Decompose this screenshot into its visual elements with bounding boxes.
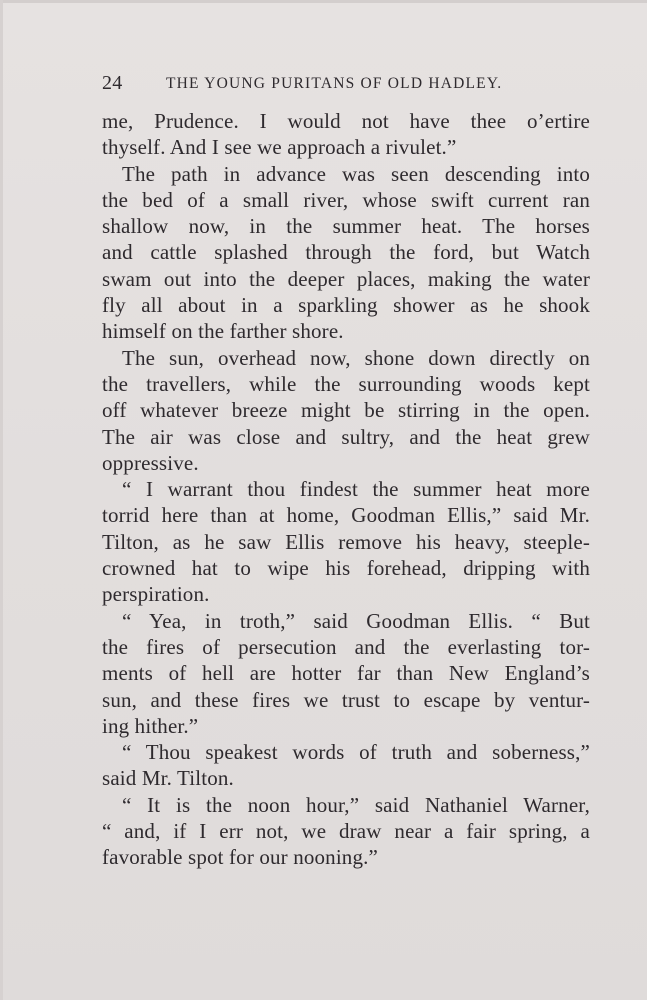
text-line: The sun, overhead now, shone down directly on bbox=[122, 345, 590, 370]
text-line: swam out into the deeper places, making the water bbox=[102, 266, 590, 291]
page-number: 24 bbox=[102, 72, 123, 94]
text-line: favorable spot for our nooning.” bbox=[102, 845, 378, 870]
text-line: torrid here than at home, Goodman Ellis,” said Mr. bbox=[102, 503, 590, 528]
text-line: off whatever breeze might be stirring in the open. bbox=[102, 398, 590, 423]
running-title: THE YOUNG PURITANS OF OLD HADLEY. bbox=[166, 75, 503, 92]
text-line: said Mr. Tilton. bbox=[102, 766, 234, 791]
text-line: “ It is the noon hour,” said Nathaniel Warner, bbox=[122, 792, 590, 817]
running-header bbox=[102, 72, 542, 98]
text-line: thyself. And I see we approach a rivulet.” bbox=[102, 135, 457, 160]
text-line: ments of hell are hotter far than New England’s bbox=[102, 661, 590, 686]
text-line: shallow now, in the summer heat. The horses bbox=[102, 214, 590, 239]
text-line: “ and, if I err not, we draw near a fair spring, a bbox=[102, 819, 590, 844]
text-line: perspiration. bbox=[102, 582, 210, 607]
text-line: me, Prudence. I would not have thee o’ertire bbox=[102, 109, 590, 133]
text-line: fly all about in a sparkling shower as he shook bbox=[102, 293, 590, 318]
text-line: sun, and these fires we trust to escape by ventur- bbox=[102, 687, 590, 712]
text-line: the bed of a small river, whose swift current ran bbox=[102, 187, 590, 212]
page-left-edge bbox=[0, 0, 3, 1000]
text-line: the fires of persecution and the everlasting tor- bbox=[102, 634, 590, 659]
text-line: ing hither.” bbox=[102, 713, 199, 738]
text-line: “ I warrant thou findest the summer heat more bbox=[122, 477, 590, 502]
text-line: and cattle splashed through the ford, but Watch bbox=[102, 240, 590, 265]
text-line: “ Yea, in troth,” said Goodman Ellis. “ But bbox=[122, 608, 590, 633]
text-line: Tilton, as he saw Ellis remove his heavy, steeple- bbox=[102, 529, 590, 554]
page-top-edge bbox=[0, 0, 647, 3]
text-line: oppressive. bbox=[102, 450, 199, 475]
text-line: The air was close and sultry, and the heat grew bbox=[102, 424, 590, 449]
text-line: the travellers, while the surrounding woods kept bbox=[102, 371, 590, 396]
body-text bbox=[102, 108, 590, 871]
text-line: crowned hat to wipe his forehead, dripping with bbox=[102, 556, 590, 581]
text-line: “ Thou speakest words of truth and soberness,” bbox=[122, 740, 590, 765]
text-line: himself on the farther shore. bbox=[102, 319, 344, 344]
text-line: The path in advance was seen descending into bbox=[122, 161, 590, 186]
